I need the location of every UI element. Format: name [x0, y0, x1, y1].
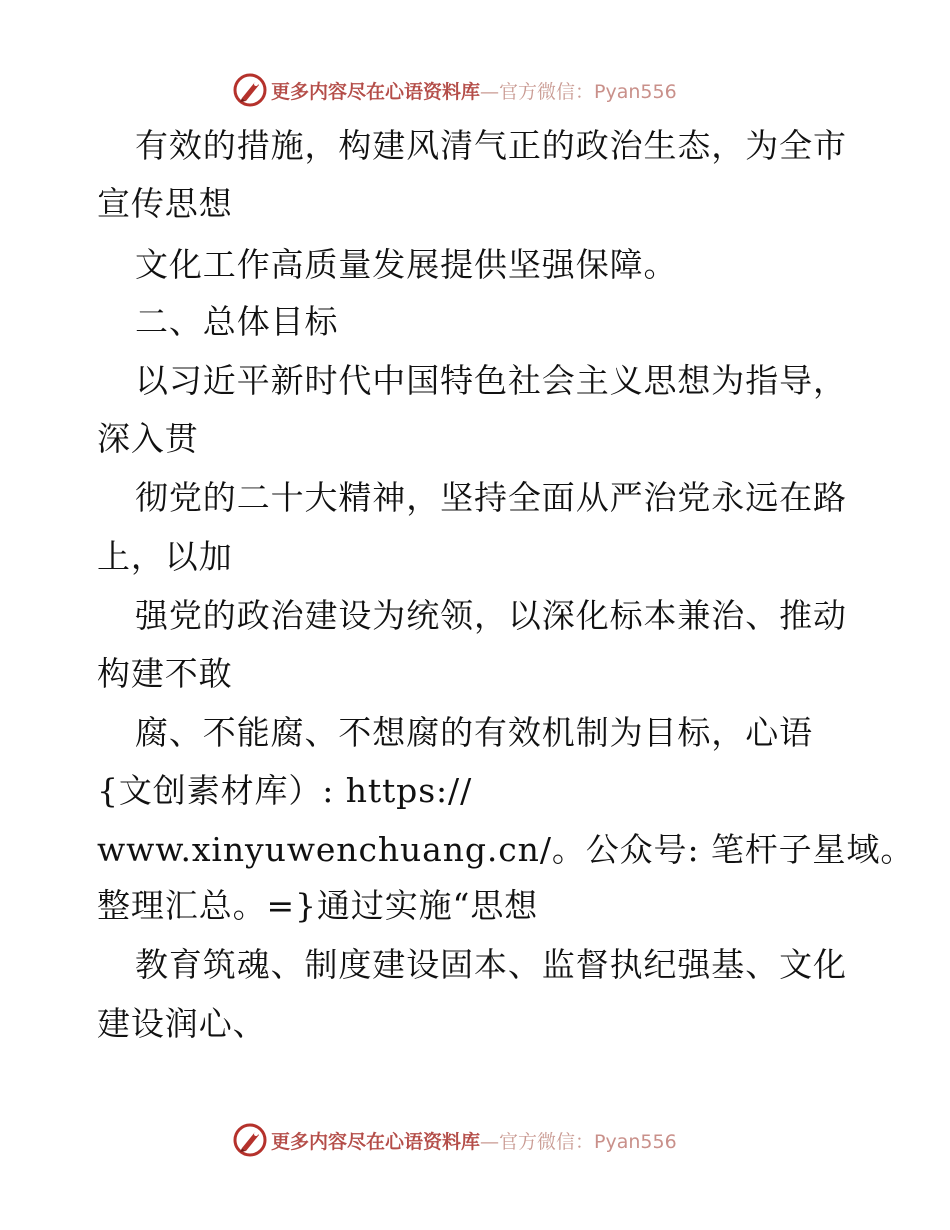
body-line: 彻党的二十大精神，坚持全面从严治党永远在路 [135, 478, 847, 517]
body-line: 宣传思想 [97, 184, 233, 223]
body-line: 文化工作高质量发展提供坚强保障。 [135, 245, 678, 284]
body-line: 构建不敢 [97, 654, 233, 693]
body-line: 有效的措施，构建风清气正的政治生态，为全市 [135, 126, 847, 165]
header-banner [233, 72, 677, 108]
footer-wechat-id: Pyan556 [594, 1130, 677, 1153]
body-line: 教育筑魂、制度建设固本、监督执纪强基、文化 [135, 945, 847, 984]
body-line: 整理汇总。=}通过实施“思想 [97, 886, 539, 925]
header-tail-text: 官方微信： [499, 80, 595, 103]
body-line-url: www.xinyuwenchuang.cn/。公众号: 笔杆子星域。 [97, 830, 915, 869]
body-line: 深入贯 [97, 419, 199, 458]
header-banner-text [271, 77, 677, 104]
header-dash: — [480, 80, 500, 103]
body-line: 以习近平新时代中国特色社会主义思想为指导， [135, 361, 847, 400]
footer-banner [233, 1122, 677, 1158]
section-heading: 二、总体目标 [135, 302, 339, 341]
body-line: 腐、不能腐、不想腐的有效机制为目标，心语 [135, 713, 813, 752]
footer-tail-text: 官方微信： [499, 1130, 595, 1153]
footer-main-text: 更多内容尽在心语资料库 [271, 1130, 481, 1153]
header-main-text: 更多内容尽在心语资料库 [271, 80, 481, 103]
pen-nib-logo-icon [233, 1123, 267, 1157]
pen-nib-logo-icon [233, 73, 267, 107]
body-line: {文创素材库）: https:// [97, 771, 473, 810]
body-line: 建设润心、 [97, 1004, 267, 1043]
body-line: 强党的政治建设为统领，以深化标本兼治、推动 [135, 596, 847, 635]
header-wechat-id: Pyan556 [594, 80, 677, 103]
footer-banner-text [271, 1127, 677, 1154]
footer-dash: — [480, 1130, 500, 1153]
body-line: 上，以加 [97, 537, 233, 576]
